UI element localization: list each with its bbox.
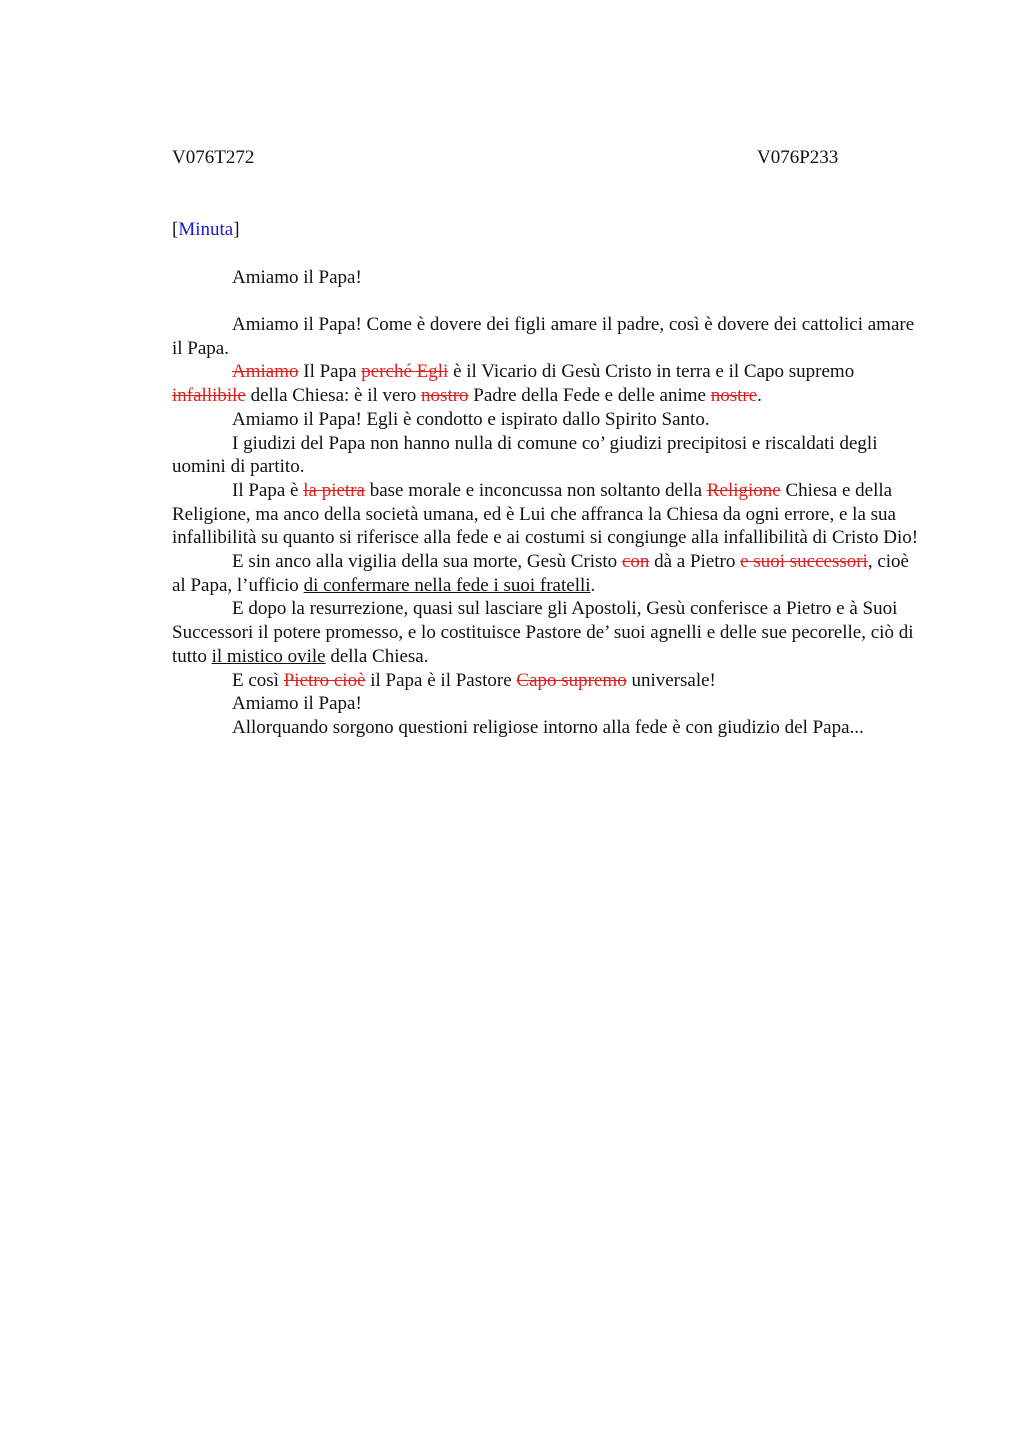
text-run: Il Papa (298, 361, 362, 383)
paragraph (172, 360, 920, 407)
paragraph (172, 479, 920, 550)
deleted-text: Religione (706, 479, 781, 501)
paragraph (172, 692, 920, 716)
underlined-text: di confermare nella fede i suoi fratelli (303, 574, 591, 596)
document-label (172, 217, 920, 243)
text-run: I giudizi del Papa non hanno nulla di comune co’ giudizi precipitosi e riscaldati degli uomini di partito. (172, 432, 878, 478)
document-title: Amiamo il Papa! (232, 267, 362, 288)
document-header (172, 145, 920, 171)
text-run: universale! (626, 669, 716, 691)
paragraph (172, 597, 920, 668)
document-body (172, 313, 920, 740)
deleted-text: nostro (421, 385, 469, 407)
volume-code-left: V076T272 (172, 147, 255, 168)
paragraph (172, 669, 920, 693)
text-run: base morale e inconcussa non soltanto della (364, 479, 707, 501)
text-run: Il Papa è (232, 479, 304, 501)
label-open-bracket: [ (172, 219, 179, 240)
minuta-label: Minuta (178, 219, 234, 240)
label-close-bracket: ] (233, 219, 240, 240)
text-run: della Chiesa. (325, 645, 429, 667)
deleted-text: con (621, 551, 650, 573)
underlined-text: il mistico ovile (211, 645, 326, 667)
volume-code-right: V076P233 (757, 147, 839, 168)
document-page (172, 145, 920, 740)
text-run: Allorquando sorgono questioni religiose intorno alla fede è con giudizio del Papa... (232, 716, 864, 738)
text-run: Padre della Fede e delle anime (468, 385, 711, 407)
deleted-text: nostre (710, 385, 758, 407)
paragraph (172, 432, 920, 479)
text-run: Amiamo il Papa! Egli è condotto e ispirato dallo Spirito Santo. (232, 408, 710, 430)
deleted-text: perché Egli (361, 361, 449, 383)
paragraph (172, 408, 920, 432)
text-run: il Papa è il Pastore (365, 669, 517, 691)
text-run: , cioè al Papa, l’ufficio (172, 551, 909, 596)
text-run: Amiamo il Papa! (232, 693, 362, 715)
text-run: E così (232, 669, 284, 691)
text-run: della Chiesa: è il vero (245, 385, 422, 407)
deleted-text: Capo supremo (516, 669, 627, 691)
text-run: è il Vicario di Gesù Cristo in terra e il Capo supremo (448, 361, 855, 383)
text-run: E dopo la resurrezione, quasi sul lasciare gli Apostoli, Gesù conferisce a Pietro e à Suoi Successori il potere promesso, e lo costituisce Pastore de’ suoi agnelli e delle sue pecorelle, ciò di tutto (172, 598, 914, 667)
text-run: Amiamo il Papa! Come è dovere dei figli amare il padre, così è dovere dei cattolici amare il Papa. (172, 314, 915, 359)
deleted-text: Pietro cioè (283, 669, 366, 691)
deleted-text: Amiamo (232, 361, 299, 383)
text-run: . (757, 385, 762, 407)
deleted-text: la pietra (303, 479, 365, 501)
deleted-text: e suoi successori (740, 551, 868, 573)
paragraph (172, 716, 920, 740)
text-run: Chiesa e della Religione, ma anco della società umana, ed è Lui che affranca la Chiesa da ogni errore, e la sua infallibilità su quanto si riferisce alla fede e ai costumi si congiunge alla infallibilità di Cristo Dio! (172, 479, 919, 549)
text-run: E sin anco alla vigilia della sua morte, Gesù Cristo (232, 551, 622, 573)
paragraph (172, 550, 920, 597)
text-run: dà a Pietro (649, 551, 741, 573)
text-run: . (590, 574, 596, 596)
paragraph (172, 313, 920, 360)
deleted-text: infallibile (172, 385, 246, 407)
